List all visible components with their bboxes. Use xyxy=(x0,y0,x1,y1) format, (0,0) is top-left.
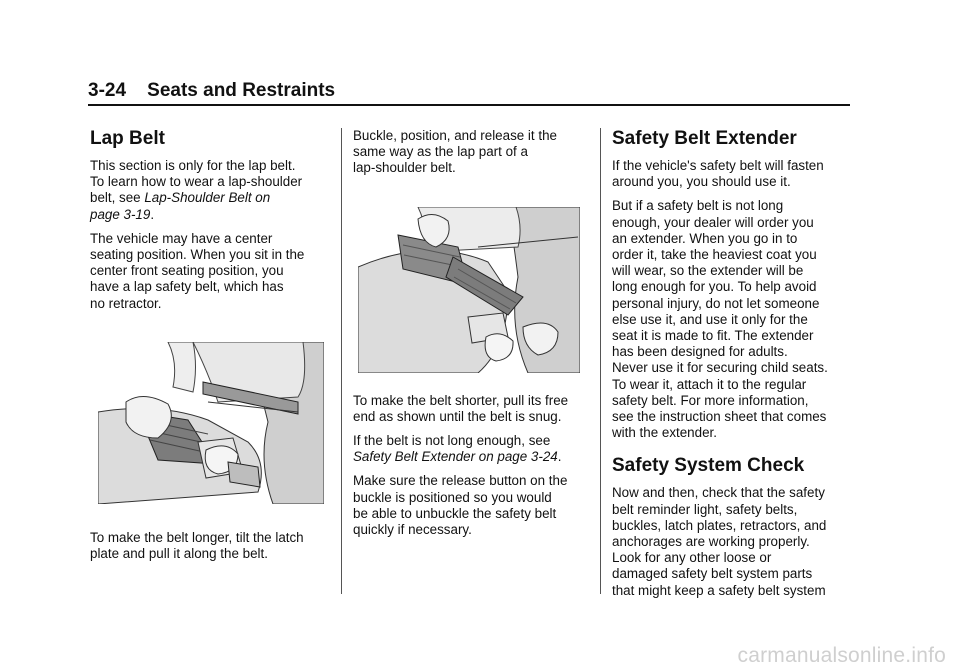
caption-lengthen-belt xyxy=(90,530,328,562)
paragraph-lap-belt-intro xyxy=(90,158,328,223)
text-line: anchorages are working properly. xyxy=(612,534,810,550)
text-line: If the vehicle's safety belt will fasten xyxy=(612,158,824,173)
heading-safety-belt-extender: Safety Belt Extender xyxy=(612,128,797,149)
text-line: safety belt. For more information, xyxy=(612,392,809,408)
text-line: lap-shoulder belt. xyxy=(353,160,456,176)
text-line: enough, your dealer will order you xyxy=(612,214,814,230)
text-line: same way as the lap part of a xyxy=(353,144,528,160)
text-line: This section is only for the lap belt. xyxy=(90,158,296,173)
paragraph-release-button xyxy=(353,473,591,538)
paragraph-system-check xyxy=(612,485,852,598)
header-rule xyxy=(88,104,850,106)
xref-text: Lap-Shoulder Belt on xyxy=(144,190,271,206)
text-line: damaged safety belt system parts xyxy=(612,566,813,582)
text-line: belt reminder light, safety belts, xyxy=(612,501,798,517)
text-line: see the instruction sheet that comes xyxy=(612,409,827,425)
text-line: buckle is positioned so you would xyxy=(353,489,552,505)
text-punctuation: . xyxy=(150,206,155,222)
xref-text: page 3-19 xyxy=(90,206,151,222)
lengthen-belt-drawing xyxy=(98,342,324,504)
text-line: be able to unbuckle the safety belt xyxy=(353,505,557,521)
illustration-lengthen-belt xyxy=(98,342,328,504)
text-line: center front seating position, you xyxy=(90,263,284,279)
paragraph-extender-use xyxy=(612,158,852,190)
text-line: around you, you should use it. xyxy=(612,174,791,190)
text-line: no retractor. xyxy=(90,295,162,311)
text-line: end as shown until the belt is snug. xyxy=(353,408,562,424)
illustration-shorten-belt xyxy=(358,207,591,373)
text-line: belt, see xyxy=(90,190,145,206)
text-line: Never use it for securing child seats. xyxy=(612,360,828,376)
xref-safety-belt-extender[interactable]: Safety Belt Extender on page 3-24 xyxy=(353,449,558,465)
text-line: quickly if necessary. xyxy=(353,522,472,538)
text-line: The vehicle may have a center xyxy=(90,230,273,246)
watermark: carmanualsonline.info xyxy=(737,644,946,667)
heading-lap-belt: Lap Belt xyxy=(90,128,165,149)
header-text xyxy=(88,80,850,102)
text-line: else use it, and use it only for the xyxy=(612,311,808,327)
text-line: Make sure the release button on the xyxy=(353,473,568,489)
text-line: If the belt is not long enough, see xyxy=(353,433,551,449)
text-line: plate and pull it along the belt. xyxy=(90,546,268,562)
text-line: seating position. When you sit in the xyxy=(90,247,305,263)
shorten-belt-drawing xyxy=(358,207,580,373)
page-number: 3-24 xyxy=(88,80,127,101)
caption-shorten-belt xyxy=(353,393,591,425)
text-line: have a lap safety belt, which has xyxy=(90,279,284,295)
text-line: an extender. When you go in to xyxy=(612,230,798,246)
text-line: long enough for you. To help avoid xyxy=(612,279,817,295)
text-line: To make the belt shorter, pull its free xyxy=(353,392,569,408)
text-line: will wear, so the extender will be xyxy=(612,263,804,279)
page-header xyxy=(88,80,850,106)
text-line: To learn how to wear a lap-shoulder xyxy=(90,174,303,190)
text-line: buckles, latch plates, retractors, and xyxy=(612,517,827,533)
paragraph-extender-ref xyxy=(353,433,591,465)
column-divider-right xyxy=(600,128,601,594)
text-punctuation: . xyxy=(557,449,562,465)
text-line: Now and then, check that the safety xyxy=(612,485,825,501)
column-2 xyxy=(353,128,591,546)
heading-safety-system-check: Safety System Check xyxy=(612,455,805,477)
column-divider-left xyxy=(341,128,342,594)
column-1 xyxy=(90,128,328,570)
text-line: To make the belt longer, tilt the latch xyxy=(90,529,304,545)
text-line: has been designed for adults. xyxy=(612,344,788,360)
text-line: that might keep a safety belt system xyxy=(612,582,826,598)
text-line: Buckle, position, and release it the xyxy=(353,128,557,143)
paragraph-buckle xyxy=(353,128,591,177)
paragraph-center-seat xyxy=(90,231,328,312)
text-line: To wear it, attach it to the regular xyxy=(612,376,807,392)
text-line: order it, take the heaviest coat you xyxy=(612,247,817,263)
text-line: seat it is made to fit. The extender xyxy=(612,328,814,344)
paragraph-extender-order xyxy=(612,198,852,441)
text-line: But if a safety belt is not long xyxy=(612,198,784,214)
text-line: personal injury, do not let someone xyxy=(612,295,820,311)
text-line: with the extender. xyxy=(612,425,717,441)
section-title: Seats and Restraints xyxy=(147,80,336,101)
text-line: Look for any other loose or xyxy=(612,550,772,566)
column-3 xyxy=(612,128,852,607)
